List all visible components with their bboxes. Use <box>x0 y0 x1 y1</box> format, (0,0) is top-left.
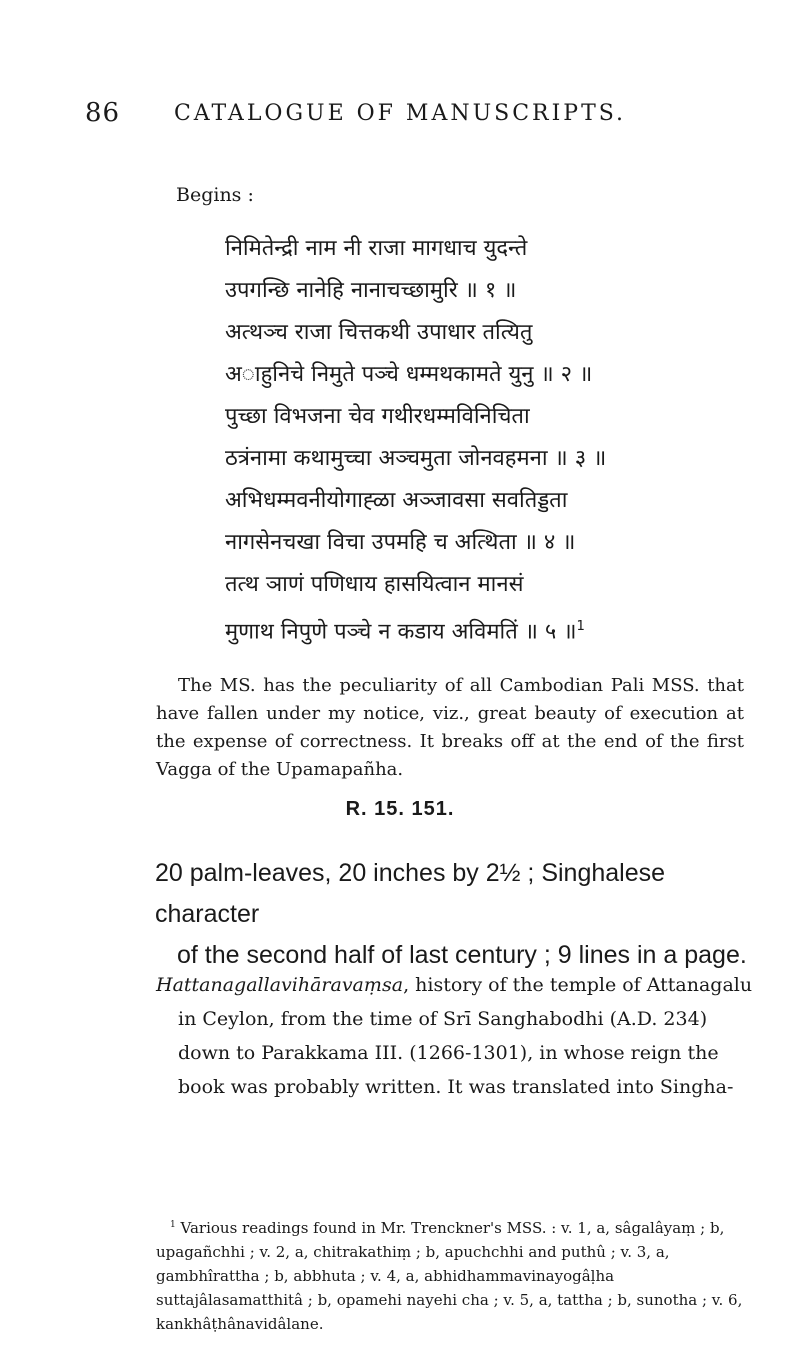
history-text: , history of the temple of Attanagalu <box>403 974 753 996</box>
entry-id: R. 15. 151. <box>345 798 455 820</box>
verse-line: अभिधम्मवनीयोगाह्ळा अञ्जावसा सवतिड्डता <box>225 488 568 513</box>
begins-label: Begins : <box>176 184 254 206</box>
history-text: in Ceylon, from the time of Srī Sanghabodhi (A.D. 234) <box>178 1008 708 1030</box>
footnote-ref: 1 <box>576 619 585 634</box>
history-paragraph <box>156 968 756 1104</box>
history-text: book was probably written. It was translated into Singha- <box>178 1076 734 1098</box>
verse-line: ठत्रंनामा कथामुच्चा अञ्चमुता जोनवहमना ॥ ३ ॥ <box>225 446 607 471</box>
body-paragraph: The MS. has the peculiarity of all Cambodian Pali MSS. that have fallen under my notice, viz., great beauty of execution at the expense of correctness. It breaks off at the end of the first Vagga of the Upamapañha. <box>156 675 744 780</box>
footnote <box>156 1213 756 1336</box>
footnote-marker: 1 <box>170 1220 176 1230</box>
verse-line: अाहुनिचे निमुते पञ्चे धम्मथकामते युनु ॥ २ ॥ <box>225 362 593 387</box>
verse-line: पुच्छा विभजना चेव गथीरधम्मविनिचिता <box>225 404 530 429</box>
description-line: 20 palm-leaves, 20 inches by 2½ ; Singhalese character <box>155 859 666 928</box>
verse-text: मुणाथ निपुणे पञ्चे न कडाय अविमतिं ॥ ५ ॥ <box>225 619 577 645</box>
manuscript-description <box>155 853 750 976</box>
verse-line <box>225 606 725 648</box>
verse-line: निमितेन्द्री नाम नी राजा मागधाच युदन्ते <box>225 236 528 261</box>
page-number: 86 <box>85 98 121 128</box>
verse-line: उपगन्छि नानेहि नानाचच्छामुरि ॥ १ ॥ <box>225 278 517 303</box>
verse-line: नागसेनचखा विचा उपमहि च अत्थिता ॥ ४ ॥ <box>225 530 576 555</box>
work-title: Hattanagallavihāravaṃsa <box>156 974 404 996</box>
verse-line: अत्थञ्च राजा चित्तकथी उपाधार तत्यितु <box>225 320 533 345</box>
verse-block <box>225 228 725 648</box>
description-line: of the second half of last century ; 9 lines in a page. <box>177 941 747 969</box>
footnote-text: Various readings found in Mr. Trenckner's MSS. : v. 1, a, sâgalâyaṃ ; b, upagañchhi ; v. 2, a, chitrakathiṃ ; b, apuchchhi and puthû ; v. 3, a, gambhîrattha ; b, abbhuta ; v. 4, a, abhidhammavinayogâḷha suttajâlasamatthitâ ; b, opamehi nayehi cha ; v. 5, a, tattha ; b, sunotha ; v. 6, kankhâṭhânavidâlane. <box>156 1219 743 1333</box>
verse-line: तत्थ ञाणं पणिधाय हासयित्वान मानसं <box>225 572 524 597</box>
running-header: CATALOGUE OF MANUSCRIPTS. <box>173 101 627 126</box>
history-text: down to Parakkama III. (1266-1301), in whose reign the <box>178 1042 719 1064</box>
